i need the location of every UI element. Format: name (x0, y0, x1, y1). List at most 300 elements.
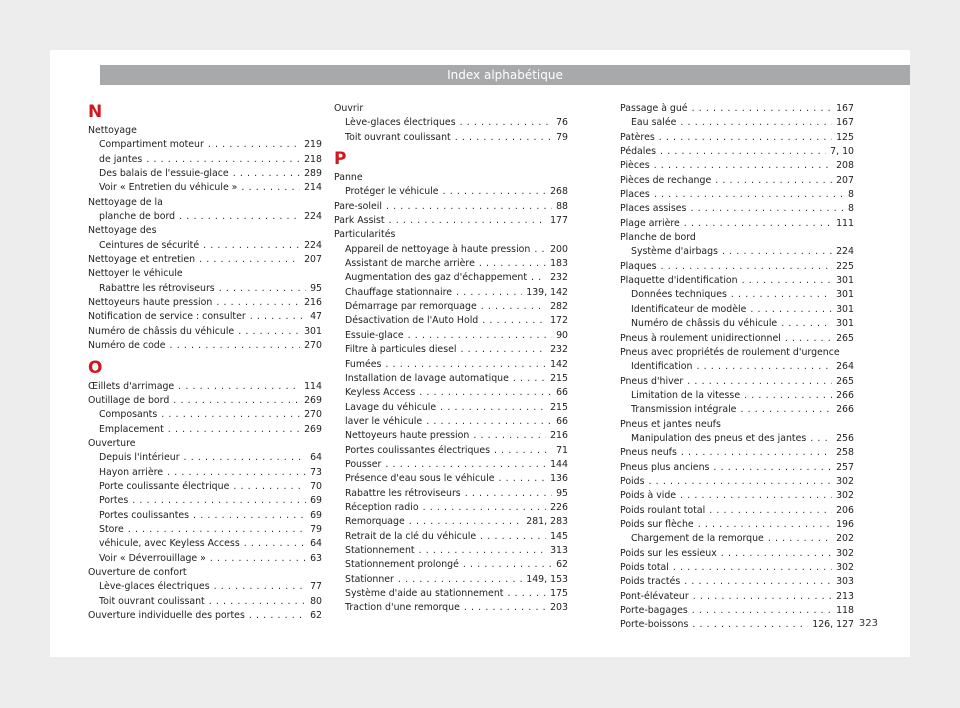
index-entry (620, 575, 854, 589)
index-entry (88, 437, 322, 451)
entry-label: Numéro de châssis du véhicule (631, 318, 778, 330)
entry-label: Limitation de la vitesse (631, 389, 741, 401)
entry-label: Œillets d'arrimage (88, 380, 175, 392)
index-entry (620, 274, 854, 288)
entry-label: Poids total (620, 562, 669, 573)
dot-leader (419, 544, 547, 558)
entry-page-ref: 266 (836, 404, 854, 416)
dot-leader (513, 372, 546, 386)
entry-page-ref: 206 (836, 504, 854, 516)
entry-label: Portes coulissantes (99, 509, 190, 521)
entry-page-ref: 64 (310, 538, 322, 550)
entry-label: Poids sur les essieux (620, 547, 717, 559)
index-entry (620, 618, 854, 632)
entry-label: Ouverture (88, 437, 136, 449)
dot-leader (465, 487, 552, 501)
index-subentry (334, 601, 568, 615)
entry-label: Pneus d'hiver (620, 375, 684, 387)
index-entry (334, 200, 568, 214)
entry-label: Nettoyeurs haute pression (88, 297, 213, 309)
index-entry (620, 518, 854, 532)
entry-page-ref: 208 (836, 160, 854, 172)
entry-page-ref: 90 (556, 329, 568, 341)
entry-label: Pièces (620, 160, 650, 172)
entry-label: Présence d'eau sous le véhicule (345, 473, 495, 485)
dot-leader (443, 185, 547, 199)
entry-page-ref: 8 (848, 189, 854, 201)
dot-leader (193, 509, 306, 523)
entry-label: Pneus avec propriétés de roulement d'urgence (620, 346, 840, 358)
page-number: 323 (858, 618, 878, 629)
entry-page-ref: 202 (836, 533, 854, 545)
entry-label: Rabattre les rétroviseurs (99, 282, 215, 294)
index-entry (88, 566, 322, 580)
index-entry (88, 224, 322, 238)
dot-leader (184, 451, 307, 465)
index-entry (620, 159, 854, 173)
dot-leader (233, 167, 300, 181)
index-entry (620, 489, 854, 503)
index-entry (620, 418, 854, 432)
entry-page-ref: 69 (310, 509, 322, 521)
index-entry (334, 228, 568, 242)
index-subentry (88, 153, 322, 167)
entry-page-ref: 266 (836, 389, 854, 401)
entry-label: Manipulation des pneus et des jantes (631, 432, 807, 444)
entry-label: Plaquette d'identification (620, 275, 738, 287)
dot-leader (721, 547, 832, 561)
index-subentry (88, 210, 322, 224)
index-subentry (334, 458, 568, 472)
dot-leader (681, 446, 832, 460)
entry-label: de jantes (99, 153, 143, 165)
dot-leader (249, 609, 306, 623)
entry-page-ref: 177 (550, 215, 568, 227)
entry-label: Porte-bagages (620, 605, 688, 617)
entry-page-ref: 264 (836, 361, 854, 373)
index-entry (88, 253, 322, 267)
entry-label: Système d'aide au stationnement (345, 588, 504, 599)
index-subentry (88, 239, 322, 253)
entry-page-ref: 302 (836, 475, 854, 487)
index-subentry (334, 444, 568, 458)
dot-leader (660, 145, 826, 159)
dot-leader (216, 296, 300, 310)
entry-label: Numéro de châssis du véhicule (88, 325, 235, 337)
entry-label: Places (620, 189, 650, 201)
entry-label: Installation de lavage automatique (345, 372, 509, 384)
entry-page-ref: 149, 153 (526, 573, 568, 585)
entry-label: Stationnement (345, 544, 415, 556)
index-subentry (334, 530, 568, 544)
dot-leader (692, 618, 808, 632)
entry-page-ref: 172 (550, 315, 568, 327)
dot-leader (473, 429, 546, 443)
dot-leader (389, 214, 547, 228)
entry-label: Augmentation des gaz d'échappement (345, 272, 528, 284)
entry-label: Désactivation de l'Auto Hold (345, 315, 479, 327)
entry-page-ref: 289 (304, 168, 322, 180)
index-subentry (334, 300, 568, 314)
entry-page-ref: 73 (310, 466, 322, 478)
index-subentry (334, 587, 568, 601)
dot-leader (464, 601, 546, 615)
index-entry (88, 380, 322, 394)
dot-leader (692, 604, 832, 618)
entry-label: Chauffage stationnaire (345, 286, 453, 298)
index-subentry (620, 116, 854, 130)
entry-label: Keyless Access (345, 387, 416, 399)
entry-label: Eau salée (631, 117, 677, 129)
dot-leader (167, 466, 306, 480)
index-subentry (334, 343, 568, 357)
index-subentry (88, 509, 322, 523)
entry-label: Retrait de la clé du véhicule (345, 530, 477, 542)
entry-page-ref: 256 (836, 432, 854, 444)
entry-label: Store (99, 523, 124, 535)
dot-leader (128, 523, 306, 537)
entry-label: Toit ouvrant coulissant (345, 131, 451, 143)
entry-page-ref: 200 (550, 243, 568, 255)
dot-leader (661, 260, 833, 274)
entry-page-ref: 302 (836, 562, 854, 573)
entry-label: Hayon arrière (99, 466, 164, 478)
entry-label: Stationnement prolongé (345, 559, 459, 571)
dot-leader (687, 375, 832, 389)
entry-page-ref: 77 (310, 581, 322, 593)
entry-page-ref: 95 (556, 487, 568, 499)
index-entry (620, 375, 854, 389)
dot-leader (768, 532, 832, 546)
dot-leader (233, 480, 306, 494)
entry-page-ref: 224 (836, 246, 854, 258)
entry-label: Voir « Déverrouillage » (99, 552, 206, 564)
index-subentry (620, 389, 854, 403)
entry-page-ref: 301 (836, 275, 854, 287)
dot-leader (178, 380, 300, 394)
entry-label: Portes coulissantes électriques (345, 444, 490, 456)
dot-leader (785, 332, 832, 346)
entry-label: Ceintures de sécurité (99, 239, 200, 251)
index-subentry (88, 595, 322, 609)
entry-label: Poids roulant total (620, 504, 706, 516)
index-subentry (620, 403, 854, 417)
entry-page-ref: 301 (836, 289, 854, 301)
entry-label: Poids (620, 475, 645, 487)
entry-label: Numéro de code (88, 340, 166, 352)
index-subentry (88, 167, 322, 181)
entry-page-ref: 144 (550, 458, 568, 470)
index-subentry (88, 537, 322, 551)
entry-label: Pont-élévateur (620, 590, 689, 602)
dot-leader (244, 537, 306, 551)
entry-label: Identificateur de modèle (631, 303, 747, 315)
index-entry (334, 102, 568, 116)
entry-label: Démarrage par remorquage (345, 301, 477, 313)
entry-page-ref: 7, 10 (830, 146, 854, 158)
dot-leader (482, 314, 546, 328)
index-entry (620, 131, 854, 145)
entry-page-ref: 139, 142 (526, 286, 568, 298)
entry-label: Nettoyer le véhicule (88, 268, 183, 280)
entry-page-ref: 301 (836, 318, 854, 330)
index-entry (88, 394, 322, 408)
entry-label: Essuie-glace (345, 329, 404, 341)
dot-leader (684, 217, 832, 231)
entry-page-ref: 265 (836, 375, 854, 387)
dot-leader (498, 472, 546, 486)
index-subentry (88, 181, 322, 195)
dot-leader (409, 515, 522, 529)
entry-page-ref: 226 (550, 501, 568, 513)
dot-leader (696, 360, 832, 374)
index-subentry (334, 573, 568, 587)
index-entry (88, 296, 322, 310)
index-entry (620, 561, 854, 575)
index-subentry (88, 480, 322, 494)
entry-label: Patères (620, 131, 655, 143)
dot-leader (250, 310, 306, 324)
index-subentry (88, 138, 322, 152)
dot-leader (460, 116, 552, 130)
dot-leader (654, 188, 844, 202)
index-subentry (620, 288, 854, 302)
entry-page-ref: 63 (310, 552, 322, 564)
dot-leader (481, 300, 546, 314)
dot-leader (713, 461, 832, 475)
index-subentry (334, 429, 568, 443)
entry-page-ref: 265 (836, 332, 854, 344)
dot-leader (238, 325, 300, 339)
entry-page-ref: 136 (550, 473, 568, 485)
entry-page-ref: 215 (550, 372, 568, 384)
entry-page-ref: 95 (310, 282, 322, 294)
entry-label: Appareil de nettoyage à haute pression (345, 243, 531, 255)
entry-page-ref: 196 (836, 518, 854, 530)
dot-leader (692, 102, 833, 116)
dot-leader (179, 210, 300, 224)
index-subentry (334, 515, 568, 529)
index-entry (620, 590, 854, 604)
dot-leader (709, 504, 832, 518)
entry-label: Portes (99, 495, 129, 507)
index-column-2 (334, 102, 568, 616)
entry-label: Pièces de rechange (620, 174, 712, 186)
index-subentry (620, 432, 854, 446)
entry-label: Park Assist (334, 215, 385, 227)
index-entry (620, 475, 854, 489)
dot-leader (690, 202, 844, 216)
dot-leader (534, 243, 546, 257)
entry-label: Notification de service : consulter (88, 311, 246, 323)
entry-label: Plaques (620, 260, 657, 272)
dot-leader (673, 561, 832, 575)
dot-leader (385, 358, 546, 372)
entry-page-ref: 215 (550, 401, 568, 413)
entry-label: Planche de bord (620, 232, 696, 244)
entry-page-ref: 269 (304, 394, 322, 406)
entry-page-ref: 69 (310, 495, 322, 507)
entry-label: Remorquage (345, 516, 405, 528)
dot-leader (203, 239, 300, 253)
index-entry (88, 339, 322, 353)
index-subentry (334, 329, 568, 343)
dot-leader (649, 475, 833, 489)
index-entry (620, 346, 854, 360)
dot-leader (507, 587, 546, 601)
dot-leader (170, 339, 301, 353)
entry-label: Pneus à roulement unidirectionnel (620, 332, 781, 344)
index-subentry (88, 451, 322, 465)
index-entry (620, 604, 854, 618)
index-entry (88, 124, 322, 138)
entry-label: Nettoyage de la (88, 196, 163, 208)
entry-page-ref: 232 (550, 344, 568, 356)
index-entry (88, 267, 322, 281)
dot-leader (731, 288, 832, 302)
entry-page-ref: 302 (836, 547, 854, 559)
index-subentry (334, 501, 568, 515)
entry-page-ref: 76 (556, 117, 568, 129)
dot-leader (722, 245, 832, 259)
index-subentry (334, 185, 568, 199)
index-subentry (88, 466, 322, 480)
dot-leader (168, 423, 300, 437)
entry-label: Particularités (334, 229, 396, 241)
entry-label: planche de bord (99, 211, 176, 223)
dot-leader (684, 575, 832, 589)
dot-leader (208, 138, 300, 152)
entry-page-ref: 232 (550, 272, 568, 284)
index-subentry (620, 303, 854, 317)
entry-label: Composants (99, 409, 158, 421)
index-subentry (334, 286, 568, 300)
entry-label: Poids à vide (620, 490, 677, 502)
entry-label: Toit ouvrant coulissant (99, 595, 205, 607)
entry-label: Nettoyage et entretien (88, 254, 196, 266)
dot-leader (494, 444, 552, 458)
dot-leader (479, 257, 546, 271)
entry-page-ref: 224 (304, 239, 322, 251)
entry-label: Rabattre les rétroviseurs (345, 487, 461, 499)
index-subentry (334, 358, 568, 372)
index-page (50, 50, 910, 657)
dot-leader (654, 159, 832, 173)
entry-label: Assistant de marche arrière (345, 258, 475, 270)
entry-label: Fumées (345, 358, 382, 370)
index-subentry (334, 487, 568, 501)
index-entry (620, 547, 854, 561)
entry-label: Poids tractés (620, 576, 681, 588)
entry-label: Emplacement (99, 423, 164, 435)
dot-leader (742, 274, 832, 288)
entry-page-ref: 216 (550, 430, 568, 442)
entry-label: Pousser (345, 458, 382, 470)
entry-page-ref: 302 (836, 490, 854, 502)
entry-page-ref: 282 (550, 301, 568, 313)
index-subentry (88, 580, 322, 594)
index-entry (620, 332, 854, 346)
entry-page-ref: 145 (550, 530, 568, 542)
entry-label: Lève-glaces électriques (345, 117, 456, 129)
index-entry (620, 188, 854, 202)
index-subentry (334, 271, 568, 285)
index-column-1 (88, 102, 322, 623)
dot-leader (398, 573, 522, 587)
entry-page-ref: 114 (304, 380, 322, 392)
entry-label: Nettoyeurs haute pression (345, 430, 470, 442)
dot-leader (210, 552, 306, 566)
entry-label: Voir « Entretien du véhicule » (99, 182, 238, 194)
dot-leader (408, 329, 552, 343)
index-subentry (334, 472, 568, 486)
entry-page-ref: 313 (550, 544, 568, 556)
dot-leader (750, 303, 832, 317)
index-column-3 (620, 102, 854, 633)
dot-leader (740, 403, 832, 417)
index-subentry (620, 317, 854, 331)
dot-leader (426, 415, 552, 429)
dot-leader (423, 501, 547, 515)
index-subentry (334, 314, 568, 328)
entry-label: Données techniques (631, 289, 727, 301)
entry-label: Réception radio (345, 501, 419, 513)
index-subentry (88, 494, 322, 508)
index-subentry (88, 523, 322, 537)
entry-page-ref: 225 (836, 260, 854, 272)
entry-page-ref: 167 (836, 117, 854, 129)
index-subentry (88, 552, 322, 566)
dot-leader (693, 590, 832, 604)
entry-label: véhicule, avec Keyless Access (99, 538, 240, 550)
dot-leader (456, 286, 522, 300)
entry-label: Nettoyage des (88, 225, 157, 237)
entry-label: Plage arrière (620, 217, 680, 229)
index-subentry (334, 401, 568, 415)
index-entry (88, 325, 322, 339)
entry-label: Traction d'une remorque (345, 602, 460, 614)
entry-page-ref: 80 (310, 595, 322, 607)
dot-leader (146, 153, 300, 167)
section-header: Index alphabétique (100, 65, 910, 85)
dot-leader (463, 558, 552, 572)
dot-leader (781, 317, 832, 331)
entry-page-ref: 64 (310, 452, 322, 464)
entry-label: Lavage du véhicule (345, 401, 437, 413)
entry-label: Passage à gué (620, 103, 688, 114)
entry-label: Pneus et jantes neufs (620, 418, 721, 430)
dot-leader (680, 489, 832, 503)
entry-label: Ouverture individuelle des portes (88, 610, 245, 621)
entry-label: Chargement de la remorque (631, 533, 764, 545)
entry-page-ref: 301 (304, 325, 322, 337)
entry-page-ref: 268 (550, 186, 568, 198)
entry-page-ref: 216 (304, 297, 322, 309)
entry-page-ref: 118 (836, 605, 854, 617)
dot-leader (810, 432, 832, 446)
entry-label: Système d'airbags (631, 246, 718, 258)
dot-leader (161, 408, 300, 422)
entry-label: Ouverture de confort (88, 566, 187, 578)
entry-page-ref: 142 (550, 358, 568, 370)
dot-leader (715, 174, 832, 188)
dot-leader (698, 518, 832, 532)
index-entry (88, 310, 322, 324)
dot-leader (680, 116, 832, 130)
entry-label: Outillage de bord (88, 394, 170, 406)
entry-label: Pare-soleil (334, 200, 382, 212)
index-subentry (88, 423, 322, 437)
